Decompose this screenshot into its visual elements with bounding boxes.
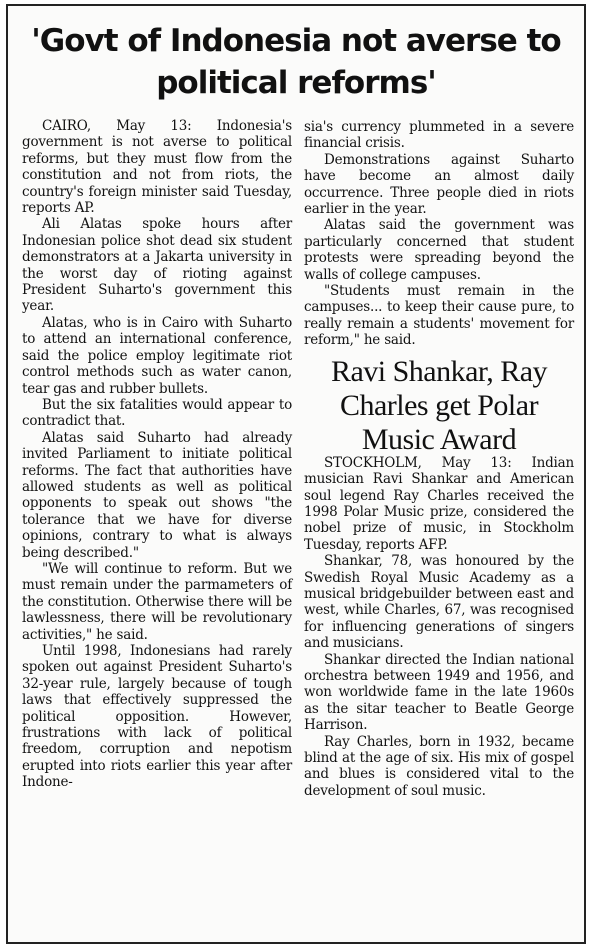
paragraph: Ali Alatas spoke hours after Indonesian police shot dead six student demonstrators at a Jakarta university in the worst day of rioting against President Suharto's government this year. (22, 216, 292, 315)
column-right (304, 119, 574, 799)
column-left (22, 118, 292, 791)
paragraph: STOCKHOLM, May 13: Indian musician Ravi Shankar and American soul legend Ray Charles received the 1998 Polar Music prize, considered the nobel prize of music, in Stockholm Tuesday, reports AFP. (304, 454, 574, 553)
article-headline: 'Govt of Indonesia not averse to political reforms' (31, 23, 561, 101)
paragraph: Ray Charles, born in 1932, became blind at the age of six. His mix of gospel and blues is considered vital to the development of soul music. (304, 733, 574, 799)
paragraph: Demonstrations against Suharto have become an almost daily occurrence. Three people died in riots earlier in the year. (304, 151, 574, 218)
paragraph: Shankar, 78, was honoured by the Swedish Royal Music Academy as a musical bridgebuilder between east and west, while Charles, 67, was recognised for influencing generations of singers and musicians. (304, 553, 574, 652)
newspaper-clipping (6, 4, 586, 944)
paragraph: Alatas said Suharto had already invited Parliament to initiate political reforms. The fact that authorities have allowed students as well as political opponents to speak out shows "the tolerance that we have for diverse opinions, contrary to what is always being described." (22, 429, 292, 561)
paragraph: "Students must remain in the campuses... to keep their cause pure, to really remain a students' movement for reform," he said. (304, 283, 574, 349)
paragraph: "We will continue to reform. But we must remain under the parmameters of the constitution. Otherwise there will be lawlessness, there will be revolutionary activities," he said. (22, 560, 292, 643)
paragraph: sia's currency plummeted in a severe financial crisis. (304, 119, 574, 152)
paragraph: Alatas said the government was particularly concerned that student protests were spreading beyond the walls of college campuses. (304, 217, 574, 283)
paragraph: Shankar directed the Indian national orchestra between 1949 and 1956, and won worldwide fame in the late 1960s as the sitar teacher to Beatle George Harrison. (304, 651, 574, 734)
second-article-headline: Ravi Shankar, Ray Charles get Polar Music Award (330, 354, 548, 456)
paragraph: CAIRO, May 13: Indonesia's government is not averse to political reforms, but they must flow from the constitution and not from riots, the country's foreign minister said Tuesday, reports AP. (22, 118, 292, 217)
paragraph: Until 1998, Indonesians had rarely spoken out against President Suharto's 32-year rule, largely because of tough laws that effectively suppressed the political opposition. However, frustrations with lack of political freedom, corruption and nepotism erupted into riots earlier this year after Indone- (22, 643, 292, 791)
paragraph: Alatas, who is in Cairo with Suharto to attend an international conference, said the police employ legitimate riot control methods such as water canon, tear gas and rubber bullets. (22, 314, 292, 397)
paragraph: But the six fatalities would appear to contradict that. (22, 396, 292, 430)
